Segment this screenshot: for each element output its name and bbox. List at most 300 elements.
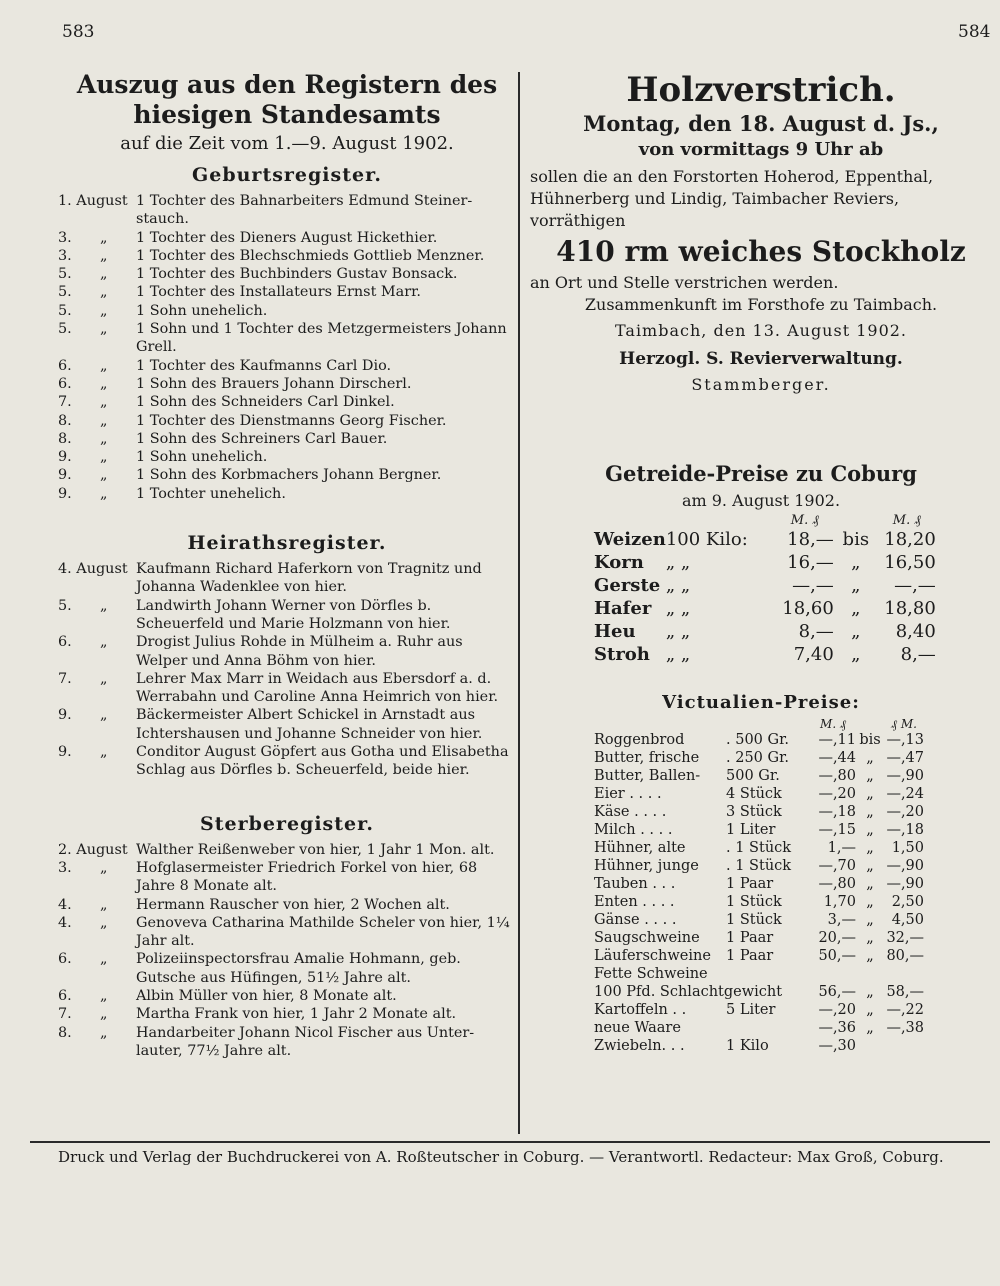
product-quantity: „ „ [665,598,691,619]
entry-date [58,914,136,951]
entry-text: Martha Frank von hier, 1 Jahr 2 Monate alt. [136,1006,457,1023]
product-quantity [726,1019,810,1037]
entry-day: 6. [58,375,72,392]
entry-date [58,265,136,283]
product-quantity: 1 Paar [726,876,774,892]
price-row [594,1037,924,1055]
auction-meeting: Zusammenkunft im Forsthofe zu Taimbach. [584,295,938,314]
entry-day: 5. [58,597,72,614]
product-quantity: 500 Gr. [726,768,780,784]
entry-day: 9. [58,449,72,466]
entry-date [58,466,136,484]
ditto-mark: „ [100,321,108,338]
entry-text: 1 Sohn unehelich. [136,302,268,319]
price-high: 2,50 [891,894,924,910]
auction-signature: Stammberger. [691,375,831,394]
price-separator: „ [851,644,861,665]
price-separator [856,965,884,983]
product-name: neue Waare [594,1020,681,1036]
notices-column [530,70,992,1055]
victuals-unit-low: M. ₰ [820,717,846,731]
price-low: —,— [792,575,834,596]
register-entry [58,743,516,780]
price-row [594,803,924,821]
product-quantity: 1 Liter [726,822,776,838]
price-separator: „ [866,786,874,802]
entry-date [58,706,136,743]
price-separator: „ [866,804,874,820]
entry-day: 7. [58,394,72,411]
register-entry [58,265,516,283]
product-name: Heu [594,621,636,642]
ditto-mark: „ [100,914,108,931]
price-separator [856,1037,884,1055]
entry-day: 6. [58,951,72,968]
product-quantity: 100 Kilo: [665,529,748,550]
ditto-mark: „ [100,284,108,301]
price-row [594,857,924,875]
price-low: 1,— [827,840,856,856]
entry-day: 7. [58,1006,72,1023]
entry-date [58,896,136,914]
ditto-mark: „ [100,467,108,484]
product-quantity: 1 Kilo [726,1038,769,1054]
product-quantity: 1 Paar [726,930,774,946]
price-high [884,965,924,983]
register-entry [58,560,516,597]
ditto-mark: „ [100,375,108,392]
product-name: Stroh [594,644,650,665]
deaths-heading: Sterberegister. [199,812,374,835]
price-low: 18,60 [782,598,834,619]
product-name: Roggenbrod [594,732,685,748]
product-name: Zwiebeln. . . [594,1038,685,1054]
price-row [594,551,936,574]
entry-date [58,283,136,301]
entry-text: Kaufmann Richard Haferkorn von Tragnitz und Johanna Wadenklee von hier. [136,561,482,596]
register-entry [58,357,516,375]
price-high: —,— [894,575,936,596]
product-quantity: 1 Stück [726,912,782,928]
imprint-footer: Druck und Verlag der Buchdruckerei von A. Roßteutscher in Coburg. — Verantwortl. Redacteur: Max Groß, Coburg. [58,1148,944,1166]
auction-body-2: an Ort und Stelle verstrichen werden. [530,273,839,292]
product-name: Butter, frische [594,750,700,766]
price-low: —,18 [818,804,856,820]
price-row [594,528,936,551]
births-heading: Geburtsregister. [192,164,382,186]
register-entry [58,412,516,430]
price-high: —,38 [886,1020,924,1036]
product-quantity: 1 Paar [726,948,774,964]
product-name: Tauben . . . [594,876,676,892]
price-high: 8,— [900,644,936,665]
victuals-unit-row [594,718,924,731]
entry-date [58,1005,136,1023]
product-quantity: „ „ [665,621,691,642]
price-high: 32,— [886,930,924,946]
entry-day: 9. [58,744,72,761]
births-list [58,192,516,503]
register-entry [58,914,516,951]
entry-date [58,320,136,357]
price-separator: „ [866,984,874,1000]
price-high: 16,50 [884,552,936,573]
entry-day: 6. [58,987,72,1004]
entry-text: Hermann Rauscher von hier, 2 Wochen alt. [136,896,450,913]
register-entry [58,302,516,320]
entry-day: 8. [58,1024,72,1041]
register-title: Auszug aus den Registern des hiesigen Standesamts [76,70,498,129]
product-name: Gänse . . . . [594,912,677,928]
product-quantity: . 250 Gr. [726,750,790,766]
register-entry [58,283,516,301]
entry-day: 3. [58,859,72,876]
ditto-mark: „ [100,744,108,761]
entry-date [58,743,136,780]
price-row [594,785,924,803]
entry-day: 8. [58,430,72,447]
price-separator: „ [866,930,874,946]
entry-date [58,412,136,430]
price-high: 1,50 [891,840,924,856]
ditto-mark: „ [100,412,108,429]
column-divider [518,72,520,1134]
price-row [594,947,924,965]
price-high: 18,20 [884,529,936,550]
grain-unit-low: M. ₰ [790,513,819,528]
price-high: —,90 [886,768,924,784]
register-entry [58,1024,516,1061]
ditto-mark: „ [100,247,108,264]
price-separator: „ [866,1002,874,1018]
ditto-mark: „ [100,357,108,374]
product-name: Saugschweine [594,930,700,946]
grain-unit-high: M. ₰ [892,513,921,528]
ditto-mark: „ [100,394,108,411]
product-quantity: „ „ [665,552,691,573]
price-row [594,731,924,749]
entry-day: 9. [58,707,72,724]
product-name: Korn [594,552,644,573]
grain-title: Getreide-Preise zu Coburg [605,461,917,486]
price-low: 50,— [818,948,856,964]
price-low: 1,70 [823,894,856,910]
ditto-mark: „ [100,430,108,447]
entry-text: Lehrer Max Marr in Weidach aus Ebersdorf a. d. Werrabahn und Caroline Anna Heimrich von hier. [136,670,499,706]
product-quantity: „ „ [665,575,691,596]
entry-date [58,302,136,320]
entry-day: 6. [58,634,72,651]
register-entry [58,987,516,1005]
price-low: —,44 [818,750,856,766]
price-high [884,1037,924,1055]
register-entry [58,229,516,247]
product-name: Milch . . . . [594,822,673,838]
price-row [594,1001,924,1019]
price-row [594,911,924,929]
entry-date: 2. August [58,841,128,858]
entry-text: Handarbeiter Johann Nicol Fischer aus Unter-lauter, 77½ Jahre alt. [136,1024,475,1059]
entry-text: Genoveva Catharina Mathilde Scheler von hier, 1¼ Jahr alt. [136,914,510,950]
product-name: Läuferschweine [594,948,711,964]
price-row [594,1019,924,1037]
register-entry [58,375,516,393]
price-low: 56,— [818,984,856,1000]
price-high: —,18 [886,822,924,838]
price-row [594,983,924,1001]
register-entry [58,950,516,987]
auction-time: von vormittags 9 Uhr ab [638,139,884,160]
price-low: —,11 [818,732,856,748]
product-quantity: 1 Stück [726,894,782,910]
product-name: Butter, Ballen- [594,768,701,784]
entry-day: 5. [58,302,72,319]
entry-date [58,597,136,634]
register-entry [58,320,516,357]
price-low: —,20 [818,1002,856,1018]
price-row [594,597,936,620]
marriages-heading: Heirathsregister. [187,532,387,555]
product-name: Gerste [594,575,661,596]
product-name: Käse . . . . [594,804,667,820]
register-entry [58,633,516,670]
register-entry [58,192,516,229]
entry-text: Albin Müller von hier, 8 Monate alt. [136,987,397,1004]
entry-text: 1 Sohn des Korbmachers Johann Bergner. [136,467,442,484]
entry-date [58,633,136,670]
price-separator: „ [866,768,874,784]
entry-text: 1 Tochter des Bahnarbeiters Edmund Steiner-stauch. [136,193,473,228]
auction-title: Holzverstrich. [626,70,896,110]
register-entry [58,448,516,466]
footer-rule [30,1141,990,1143]
product-quantity: „ „ [665,644,691,665]
entry-date [58,393,136,411]
price-separator: „ [866,858,874,874]
victuals-price-table [594,718,924,1055]
price-separator: „ [866,894,874,910]
product-name: Kartoffeln . . [594,1002,687,1018]
ditto-mark: „ [100,229,108,246]
register-entry [58,485,516,503]
product-name: Hafer [594,598,652,619]
entry-text: Polizeiinspectorsfrau Amalie Hohmann, geb. Gutsche aus Hüfingen, 51½ Jahre alt. [136,951,461,986]
entry-text: 1 Tochter des Buchbinders Gustav Bonsack. [136,266,458,283]
entry-day: 9. [58,485,72,502]
register-entry [58,247,516,265]
entry-date [58,1024,136,1061]
price-low: 3,— [827,912,856,928]
price-high: —,47 [886,750,924,766]
price-row [594,929,924,947]
ditto-mark: „ [100,302,108,319]
ditto-mark: „ [100,449,108,466]
price-separator: „ [866,948,874,964]
product-quantity: . 500 Gr. [726,732,790,748]
entry-date: 4. August [58,561,128,578]
entry-day: 6. [58,357,72,374]
marriages-list [58,560,516,780]
ditto-mark: „ [100,1024,108,1041]
entry-day: 4. [58,896,72,913]
page-number-right: 584 [958,22,991,42]
price-separator: „ [866,840,874,856]
register-entry [58,466,516,484]
page-number-left: 583 [62,22,95,42]
entry-text: 1 Sohn unehelich. [136,449,268,466]
entry-text: 1 Sohn des Schneiders Carl Dinkel. [136,394,395,411]
price-low: —,15 [818,822,856,838]
price-row [594,821,924,839]
entry-date [58,247,136,265]
entry-day: 3. [58,229,72,246]
product-quantity: 3 Stück [726,804,782,820]
price-low [810,965,856,983]
register-entry [58,859,516,896]
entry-day: 5. [58,321,72,338]
entry-day: 5. [58,266,72,283]
ditto-mark: „ [100,634,108,651]
price-row [594,893,924,911]
price-low: —,20 [818,786,856,802]
price-low: —,70 [818,858,856,874]
entry-text: 1 Tochter des Dienstmanns Georg Fischer. [136,412,447,429]
price-high: 58,— [886,984,924,1000]
price-separator: „ [866,912,874,928]
entry-day: 9. [58,467,72,484]
price-low: 18,— [787,529,834,550]
grain-price-table [594,514,936,666]
price-separator: „ [866,822,874,838]
entry-date: 1. August [58,193,128,209]
entry-day: 5. [58,284,72,301]
entry-text: Bäckermeister Albert Schickel in Arnstadt aus Ichtershausen und Johanne Schneider von hier. [136,707,483,742]
ditto-mark: „ [100,987,108,1004]
ditto-mark: „ [100,1006,108,1023]
entry-text: 1 Sohn des Schreiners Carl Bauer. [136,430,388,447]
auction-authority: Herzogl. S. Revierverwaltung. [619,349,903,369]
entry-text: 1 Tochter des Blechschmieds Gottlieb Menzner. [136,247,485,264]
price-separator: „ [851,552,861,573]
ditto-mark: „ [100,597,108,614]
price-low: —,80 [818,768,856,784]
register-entry [58,706,516,743]
price-high: —,24 [886,786,924,802]
price-separator: bis [842,529,870,550]
ditto-mark: „ [100,670,108,687]
register-entry [58,841,516,859]
entry-text: 1 Tochter unehelich. [136,485,286,502]
grain-unit-row [594,514,936,528]
price-low: —,80 [818,876,856,892]
price-high: —,20 [886,804,924,820]
entry-day: 3. [58,247,72,264]
auction-place-date: Taimbach, den 13. August 1902. [614,321,908,340]
price-row [594,643,936,666]
price-high: —,90 [886,876,924,892]
entry-day: 7. [58,670,72,687]
entry-date [58,485,136,503]
register-entry [58,597,516,634]
product-name: Hühner, alte [594,840,686,856]
entry-date [58,229,136,247]
price-low: 20,— [818,930,856,946]
price-row [594,749,924,767]
price-high: 8,40 [895,621,936,642]
ditto-mark: „ [100,951,108,968]
price-low: 16,— [787,552,834,573]
product-name: Enten . . . . [594,894,675,910]
product-name: Weizen [594,529,666,550]
price-high: 18,80 [884,598,936,619]
entry-date [58,987,136,1005]
product-name: Eier . . . . [594,786,662,802]
register-entry [58,1005,516,1023]
product-quantity: 4 Stück [726,786,782,802]
product-name: Hühner, junge [594,858,699,874]
product-quantity: 5 Liter [726,1002,776,1018]
entry-text: Landwirth Johann Werner von Dörfles b. Scheuerfeld und Marie Holzmann von hier. [136,597,451,632]
entry-date [58,448,136,466]
price-high: —,90 [886,858,924,874]
entry-day: 4. [58,914,72,931]
price-separator: „ [851,621,861,642]
register-entry [58,670,516,707]
entry-text: Hofglasermeister Friedrich Forkel von hier, 68 Jahre 8 Monate alt. [136,859,478,895]
price-row [594,875,924,893]
price-separator: bis [859,732,881,748]
product-quantity: . 1 Stück [726,858,792,874]
auction-amount: 410 rm weiches Stockholz [556,235,966,268]
entry-date [58,950,136,987]
product-name: Fette Schweine [594,966,708,982]
entry-date [58,859,136,896]
price-separator: „ [866,1020,874,1036]
register-entry [58,896,516,914]
register-entry [58,393,516,411]
ditto-mark: „ [100,859,108,876]
entry-date [58,375,136,393]
price-low: —,36 [818,1020,856,1036]
victuals-unit-high: ₰ M. [891,717,917,731]
price-row [594,574,936,597]
ditto-mark: „ [100,707,108,724]
entry-text: 1 Sohn und 1 Tochter des Metzgermeisters Johann Grell. [136,321,507,356]
entry-date [58,357,136,375]
price-low: 8,— [798,621,834,642]
register-column [58,70,516,1060]
price-separator: „ [866,876,874,892]
price-row [594,620,936,643]
product-quantity: . 1 Stück [726,840,792,856]
deaths-list [58,841,516,1061]
entry-date [58,670,136,707]
product-quantity [726,965,810,983]
victuals-title: Victualien-Preise: [662,692,860,713]
entry-date [58,430,136,448]
auction-body: sollen die an den Forstorten Hoherod, Eppenthal, Hühnerberg und Lindig, Taimbacher Reviers, vorräthigen [530,167,934,230]
ditto-mark: „ [100,896,108,913]
entry-text: Conditor August Göpfert aus Gotha und Elisabetha Schlag aus Dörfles b. Scheuerfeld, beide hier. [136,744,509,779]
ditto-mark: „ [100,266,108,283]
price-row [594,839,924,857]
register-subtitle: auf die Zeit vom 1.—9. August 1902. [120,133,454,154]
price-high: 80,— [886,948,924,964]
entry-text: Drogist Julius Rohde in Mülheim a. Ruhr aus Welper und Anna Böhm von hier. [136,634,463,669]
entry-text: 1 Tochter des Dieners August Hickethier. [136,229,438,246]
entry-text: 1 Tochter des Kaufmanns Carl Dio. [136,357,392,374]
entry-day: 8. [58,412,72,429]
